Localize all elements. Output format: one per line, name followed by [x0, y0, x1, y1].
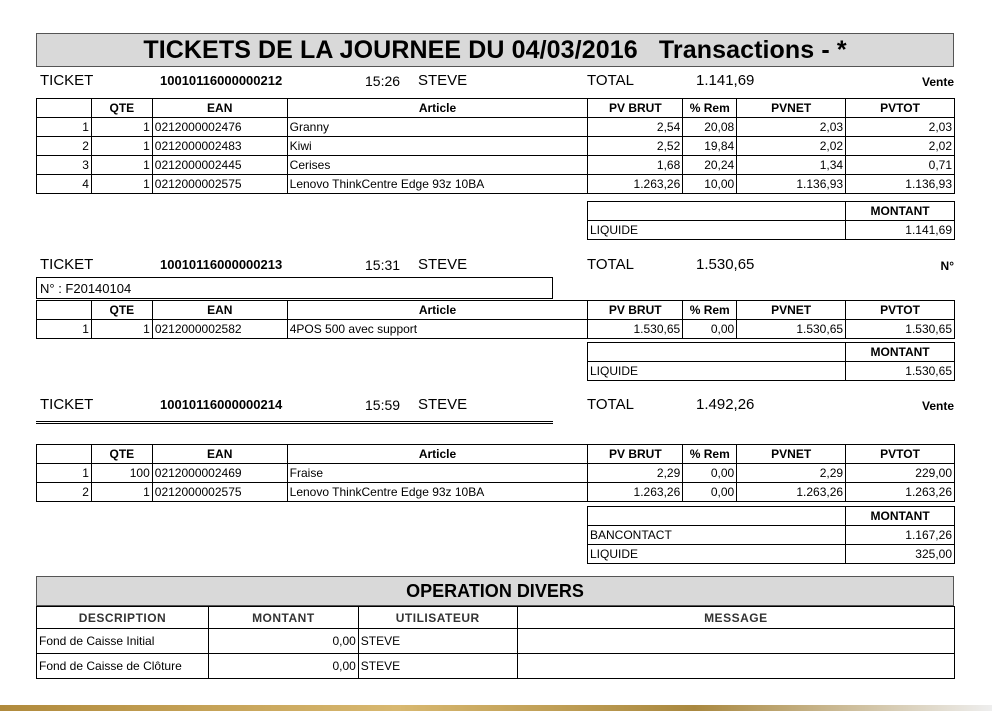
cell-pvbrut: 1.263,26 — [588, 175, 683, 194]
ticket-label: TICKET — [40, 72, 94, 89]
col-qte: QTE — [91, 445, 152, 464]
ticket-time: 15:31 — [365, 257, 401, 273]
table-row — [37, 464, 955, 483]
col-utilisateur: UTILISATEUR — [358, 607, 517, 629]
cell-ean: 0212000002476 — [152, 118, 287, 137]
ticket-total: 1.492,26 — [696, 396, 755, 413]
payments-header-row — [588, 343, 955, 362]
col-article: Article — [287, 445, 588, 464]
ticket-number: 10010116000000213 — [160, 257, 283, 272]
report-subtitle: Transactions - * — [658, 35, 847, 64]
table-header-row — [37, 445, 955, 464]
ticket-total-label: TOTAL — [587, 72, 634, 89]
ticket-items-table — [36, 444, 955, 502]
ticket-time: 15:26 — [365, 73, 401, 89]
cell-ean: 0212000002469 — [152, 464, 287, 483]
ticket-note: N° : F20140104 — [36, 277, 553, 299]
cell-qte: 1 — [91, 137, 152, 156]
payment-row — [588, 526, 955, 545]
cell-n: 2 — [37, 483, 92, 502]
payment-method: LIQUIDE — [588, 221, 846, 240]
cell-pvbrut: 2,52 — [588, 137, 683, 156]
cell-pvbrut: 1,68 — [588, 156, 683, 175]
op-montant: 0,00 — [208, 654, 358, 679]
cell-pvtot: 2,02 — [846, 137, 955, 156]
payments-table — [587, 506, 955, 564]
operations-table — [36, 606, 955, 679]
ticket-total-label: TOTAL — [587, 256, 634, 273]
ticket-items-table — [36, 300, 955, 339]
cell-rem: 10,00 — [683, 175, 737, 194]
cell-ean: 0212000002582 — [152, 320, 287, 339]
cell-pvnet: 2,29 — [737, 464, 846, 483]
cell-ean: 0212000002483 — [152, 137, 287, 156]
cell-article: Granny — [287, 118, 588, 137]
ticket-total: 1.141,69 — [696, 72, 755, 89]
cell-pvtot: 2,03 — [846, 118, 955, 137]
cell-pvnet: 2,02 — [737, 137, 846, 156]
col-pvnet: PVNET — [737, 301, 846, 320]
ticket-type: Vente — [921, 399, 954, 413]
ticket-number: 10010116000000214 — [160, 397, 283, 412]
ticket-label: TICKET — [40, 396, 94, 413]
cell-ean: 0212000002445 — [152, 156, 287, 175]
ticket-total-label: TOTAL — [587, 396, 634, 413]
ticket-user: STEVE — [418, 72, 468, 89]
cell-n: 1 — [37, 464, 92, 483]
cell-pvtot: 1.136,93 — [846, 175, 955, 194]
table-row — [37, 320, 955, 339]
ticket-total: 1.530,65 — [696, 256, 755, 273]
cell-article: Kiwi — [287, 137, 588, 156]
payment-row — [588, 221, 955, 240]
col-pvnet: PVNET — [737, 445, 846, 464]
footer-decoration — [0, 705, 992, 711]
ticket-time: 15:59 — [365, 397, 401, 413]
cell-article: Cerises — [287, 156, 588, 175]
cell-n: 1 — [37, 118, 92, 137]
cell-rem: 0,00 — [683, 483, 737, 502]
table-row — [37, 137, 955, 156]
cell-article: 4POS 500 avec support — [287, 320, 588, 339]
cell-pvnet: 1.530,65 — [737, 320, 846, 339]
payment-amount: 325,00 — [846, 545, 955, 564]
col-rem: % Rem — [683, 99, 737, 118]
payment-amount: 1.530,65 — [846, 362, 955, 381]
cell-article: Fraise — [287, 464, 588, 483]
cell-pvnet: 1.136,93 — [737, 175, 846, 194]
ticket-number: 10010116000000212 — [160, 73, 283, 88]
ticket-type: N° — [940, 259, 954, 273]
payments-header-row — [588, 507, 955, 526]
operations-title: OPERATION DIVERS — [36, 576, 954, 606]
col-ean: EAN — [152, 301, 287, 320]
payments-table — [587, 201, 955, 240]
cell-pvnet: 2,03 — [737, 118, 846, 137]
cell-ean: 0212000002575 — [152, 483, 287, 502]
op-montant: 0,00 — [208, 629, 358, 654]
cell-pvbrut: 1.530,65 — [588, 320, 683, 339]
col-rem: % Rem — [683, 445, 737, 464]
col-message: MESSAGE — [517, 607, 954, 629]
montant-label: MONTANT — [846, 202, 955, 221]
col-pvtot: PVTOT — [846, 445, 955, 464]
col-description: DESCRIPTION — [37, 607, 209, 629]
cell-qte: 1 — [91, 156, 152, 175]
col-n — [37, 301, 92, 320]
payment-amount: 1.167,26 — [846, 526, 955, 545]
table-header-row — [37, 301, 955, 320]
payments-table — [587, 342, 955, 381]
divider — [36, 421, 553, 424]
cell-n: 3 — [37, 156, 92, 175]
cell-n: 1 — [37, 320, 92, 339]
report-title — [36, 33, 954, 67]
op-description: Fond de Caisse Initial — [37, 629, 209, 654]
report-title-text: TICKETS DE LA JOURNEE DU 04/03/2016 — [143, 35, 638, 64]
table-row — [37, 118, 955, 137]
cell-pvnet: 1.263,26 — [737, 483, 846, 502]
cell-pvbrut: 2,54 — [588, 118, 683, 137]
ticket-label: TICKET — [40, 256, 94, 273]
col-n — [37, 99, 92, 118]
cell-pvnet: 1,34 — [737, 156, 846, 175]
cell-pvtot: 0,71 — [846, 156, 955, 175]
cell-rem: 0,00 — [683, 464, 737, 483]
col-pvbrut: PV BRUT — [588, 445, 683, 464]
payment-method: LIQUIDE — [588, 545, 846, 564]
payment-method: LIQUIDE — [588, 362, 846, 381]
cell-pvtot: 1.263,26 — [846, 483, 955, 502]
col-article: Article — [287, 301, 588, 320]
ticket-user: STEVE — [418, 396, 468, 413]
op-utilisateur: STEVE — [358, 654, 517, 679]
op-message — [517, 654, 954, 679]
col-pvnet: PVNET — [737, 99, 846, 118]
cell-qte: 100 — [91, 464, 152, 483]
cell-rem: 19,84 — [683, 137, 737, 156]
op-description: Fond de Caisse de Clôture — [37, 654, 209, 679]
cell-rem: 20,24 — [683, 156, 737, 175]
table-row — [37, 654, 955, 679]
table-header-row — [37, 99, 955, 118]
payment-row — [588, 362, 955, 381]
cell-qte: 1 — [91, 483, 152, 502]
cell-article: Lenovo ThinkCentre Edge 93z 10BA — [287, 175, 588, 194]
cell-ean: 0212000002575 — [152, 175, 287, 194]
col-ean: EAN — [152, 445, 287, 464]
col-rem: % Rem — [683, 301, 737, 320]
cell-article: Lenovo ThinkCentre Edge 93z 10BA — [287, 483, 588, 502]
ticket-type: Vente — [921, 75, 954, 89]
table-row — [37, 629, 955, 654]
ticket-items-table — [36, 98, 955, 194]
payment-amount: 1.141,69 — [846, 221, 955, 240]
col-montant: MONTANT — [208, 607, 358, 629]
cell-rem: 0,00 — [683, 320, 737, 339]
col-pvtot: PVTOT — [846, 301, 955, 320]
cell-pvbrut: 1.263,26 — [588, 483, 683, 502]
table-row — [37, 483, 955, 502]
col-qte: QTE — [91, 99, 152, 118]
cell-n: 4 — [37, 175, 92, 194]
col-qte: QTE — [91, 301, 152, 320]
table-row — [37, 175, 955, 194]
cell-pvtot: 229,00 — [846, 464, 955, 483]
payments-header-row — [588, 202, 955, 221]
montant-label: MONTANT — [846, 507, 955, 526]
col-pvbrut: PV BRUT — [588, 301, 683, 320]
cell-pvbrut: 2,29 — [588, 464, 683, 483]
payment-row — [588, 545, 955, 564]
col-pvtot: PVTOT — [846, 99, 955, 118]
col-ean: EAN — [152, 99, 287, 118]
ticket-user: STEVE — [418, 256, 468, 273]
cell-pvtot: 1.530,65 — [846, 320, 955, 339]
col-pvbrut: PV BRUT — [588, 99, 683, 118]
cell-rem: 20,08 — [683, 118, 737, 137]
cell-qte: 1 — [91, 118, 152, 137]
op-message — [517, 629, 954, 654]
cell-qte: 1 — [91, 175, 152, 194]
cell-qte: 1 — [91, 320, 152, 339]
montant-label: MONTANT — [846, 343, 955, 362]
col-n — [37, 445, 92, 464]
col-article: Article — [287, 99, 588, 118]
cell-n: 2 — [37, 137, 92, 156]
payment-method: BANCONTACT — [588, 526, 846, 545]
table-row — [37, 156, 955, 175]
op-utilisateur: STEVE — [358, 629, 517, 654]
operations-header-row — [37, 607, 955, 629]
